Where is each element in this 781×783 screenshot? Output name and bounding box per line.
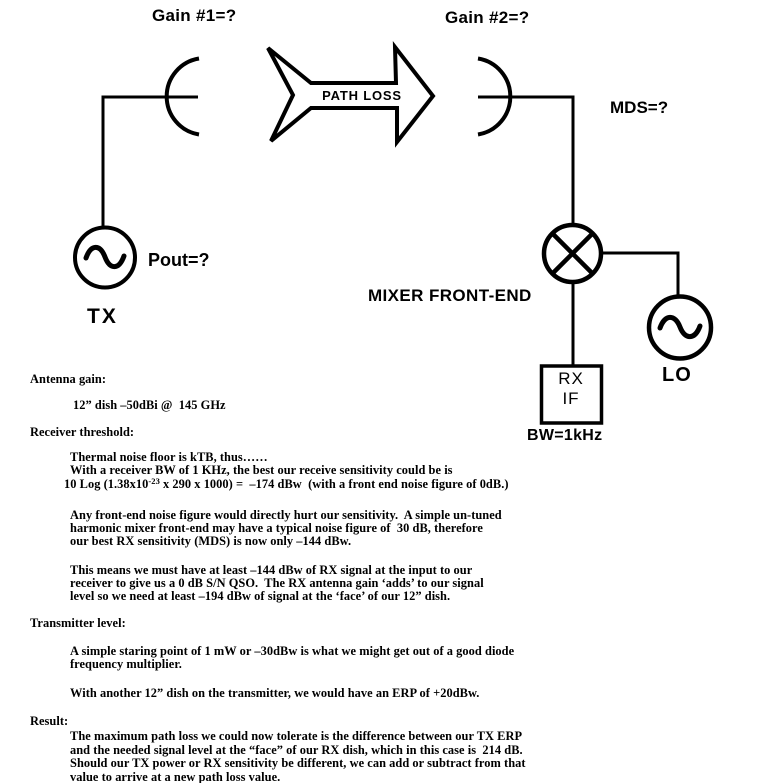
note-line: This means we must have at least –144 dBw of RX signal at the input to our [70, 563, 473, 577]
mds-label: MDS=? [610, 98, 669, 117]
note-line: harmonic mixer front-end may have a typical noise figure of 30 dB, therefore [70, 521, 483, 535]
note-line: With a receiver BW of 1 KHz, the best our receive sensitivity could be is [70, 463, 453, 477]
note-line: value to arrive at a new path loss value. [70, 770, 281, 783]
note-line: Thermal noise floor is kTB, thus…… [70, 450, 268, 464]
noise-floor-formula [64, 475, 509, 491]
note-line: The maximum path loss we could now tolerate is the difference between our TX ERP [70, 729, 523, 743]
gain2-label: Gain #2=? [445, 8, 530, 27]
receiver-threshold-heading: Receiver threshold: [30, 425, 135, 439]
rx-if-label [541, 369, 601, 409]
path-loss-label: PATH LOSS [322, 88, 402, 103]
antenna-gain-heading: Antenna gain: [30, 372, 107, 386]
rx-if-line1: RX [558, 369, 584, 388]
formula-pre: 10 Log (1.38x10 [64, 477, 149, 491]
rx-antenna-wire [478, 97, 573, 226]
note-line: A simple staring point of 1 mW or –30dBw is what we might get out of a good diode [70, 644, 515, 658]
formula-exponent: -23 [148, 475, 160, 486]
note-line: our best RX sensitivity (MDS) is now only –144 dBw. [70, 534, 352, 548]
note-line: level so we need at least –194 dBw of signal at the ‘face’ of our 12” dish. [70, 589, 451, 603]
tx-label: TX [87, 305, 118, 328]
note-line: Any front-end noise figure would directly hurt our sensitivity. A simple un-tuned [70, 508, 502, 522]
note-line: Should our TX power or RX sensitivity be different, we can add or subtract from that [70, 756, 526, 770]
pout-label: Pout=? [148, 250, 210, 270]
lo-label: LO [662, 364, 692, 386]
gain1-label: Gain #1=? [152, 6, 237, 25]
note-line: receiver to give us a 0 dB S/N QSO. The RX antenna gain ‘adds’ to our signal [70, 576, 484, 590]
note-line: With another 12” dish on the transmitter, we would have an ERP of +20dBw. [70, 686, 480, 700]
formula-post: x 290 x 1000) = –174 dBw (with a front end noise figure of 0dB.) [159, 477, 509, 491]
tx-antenna-wire [103, 97, 198, 227]
rx-if-line2: IF [562, 389, 580, 408]
mixer-to-lo-wire [600, 253, 678, 297]
bw-label: BW=1kHz [527, 427, 603, 444]
mixer-front-end-label: MIXER FRONT-END [368, 286, 532, 305]
transmitter-level-heading: Transmitter level: [30, 616, 126, 630]
note-line: frequency multiplier. [70, 657, 182, 671]
note-line: and the needed signal level at the “face” of our RX dish, which in this case is 214 dB. [70, 743, 523, 757]
note-line: 12” dish –50dBi @ 145 GHz [73, 398, 226, 412]
result-heading: Result: [30, 714, 69, 728]
